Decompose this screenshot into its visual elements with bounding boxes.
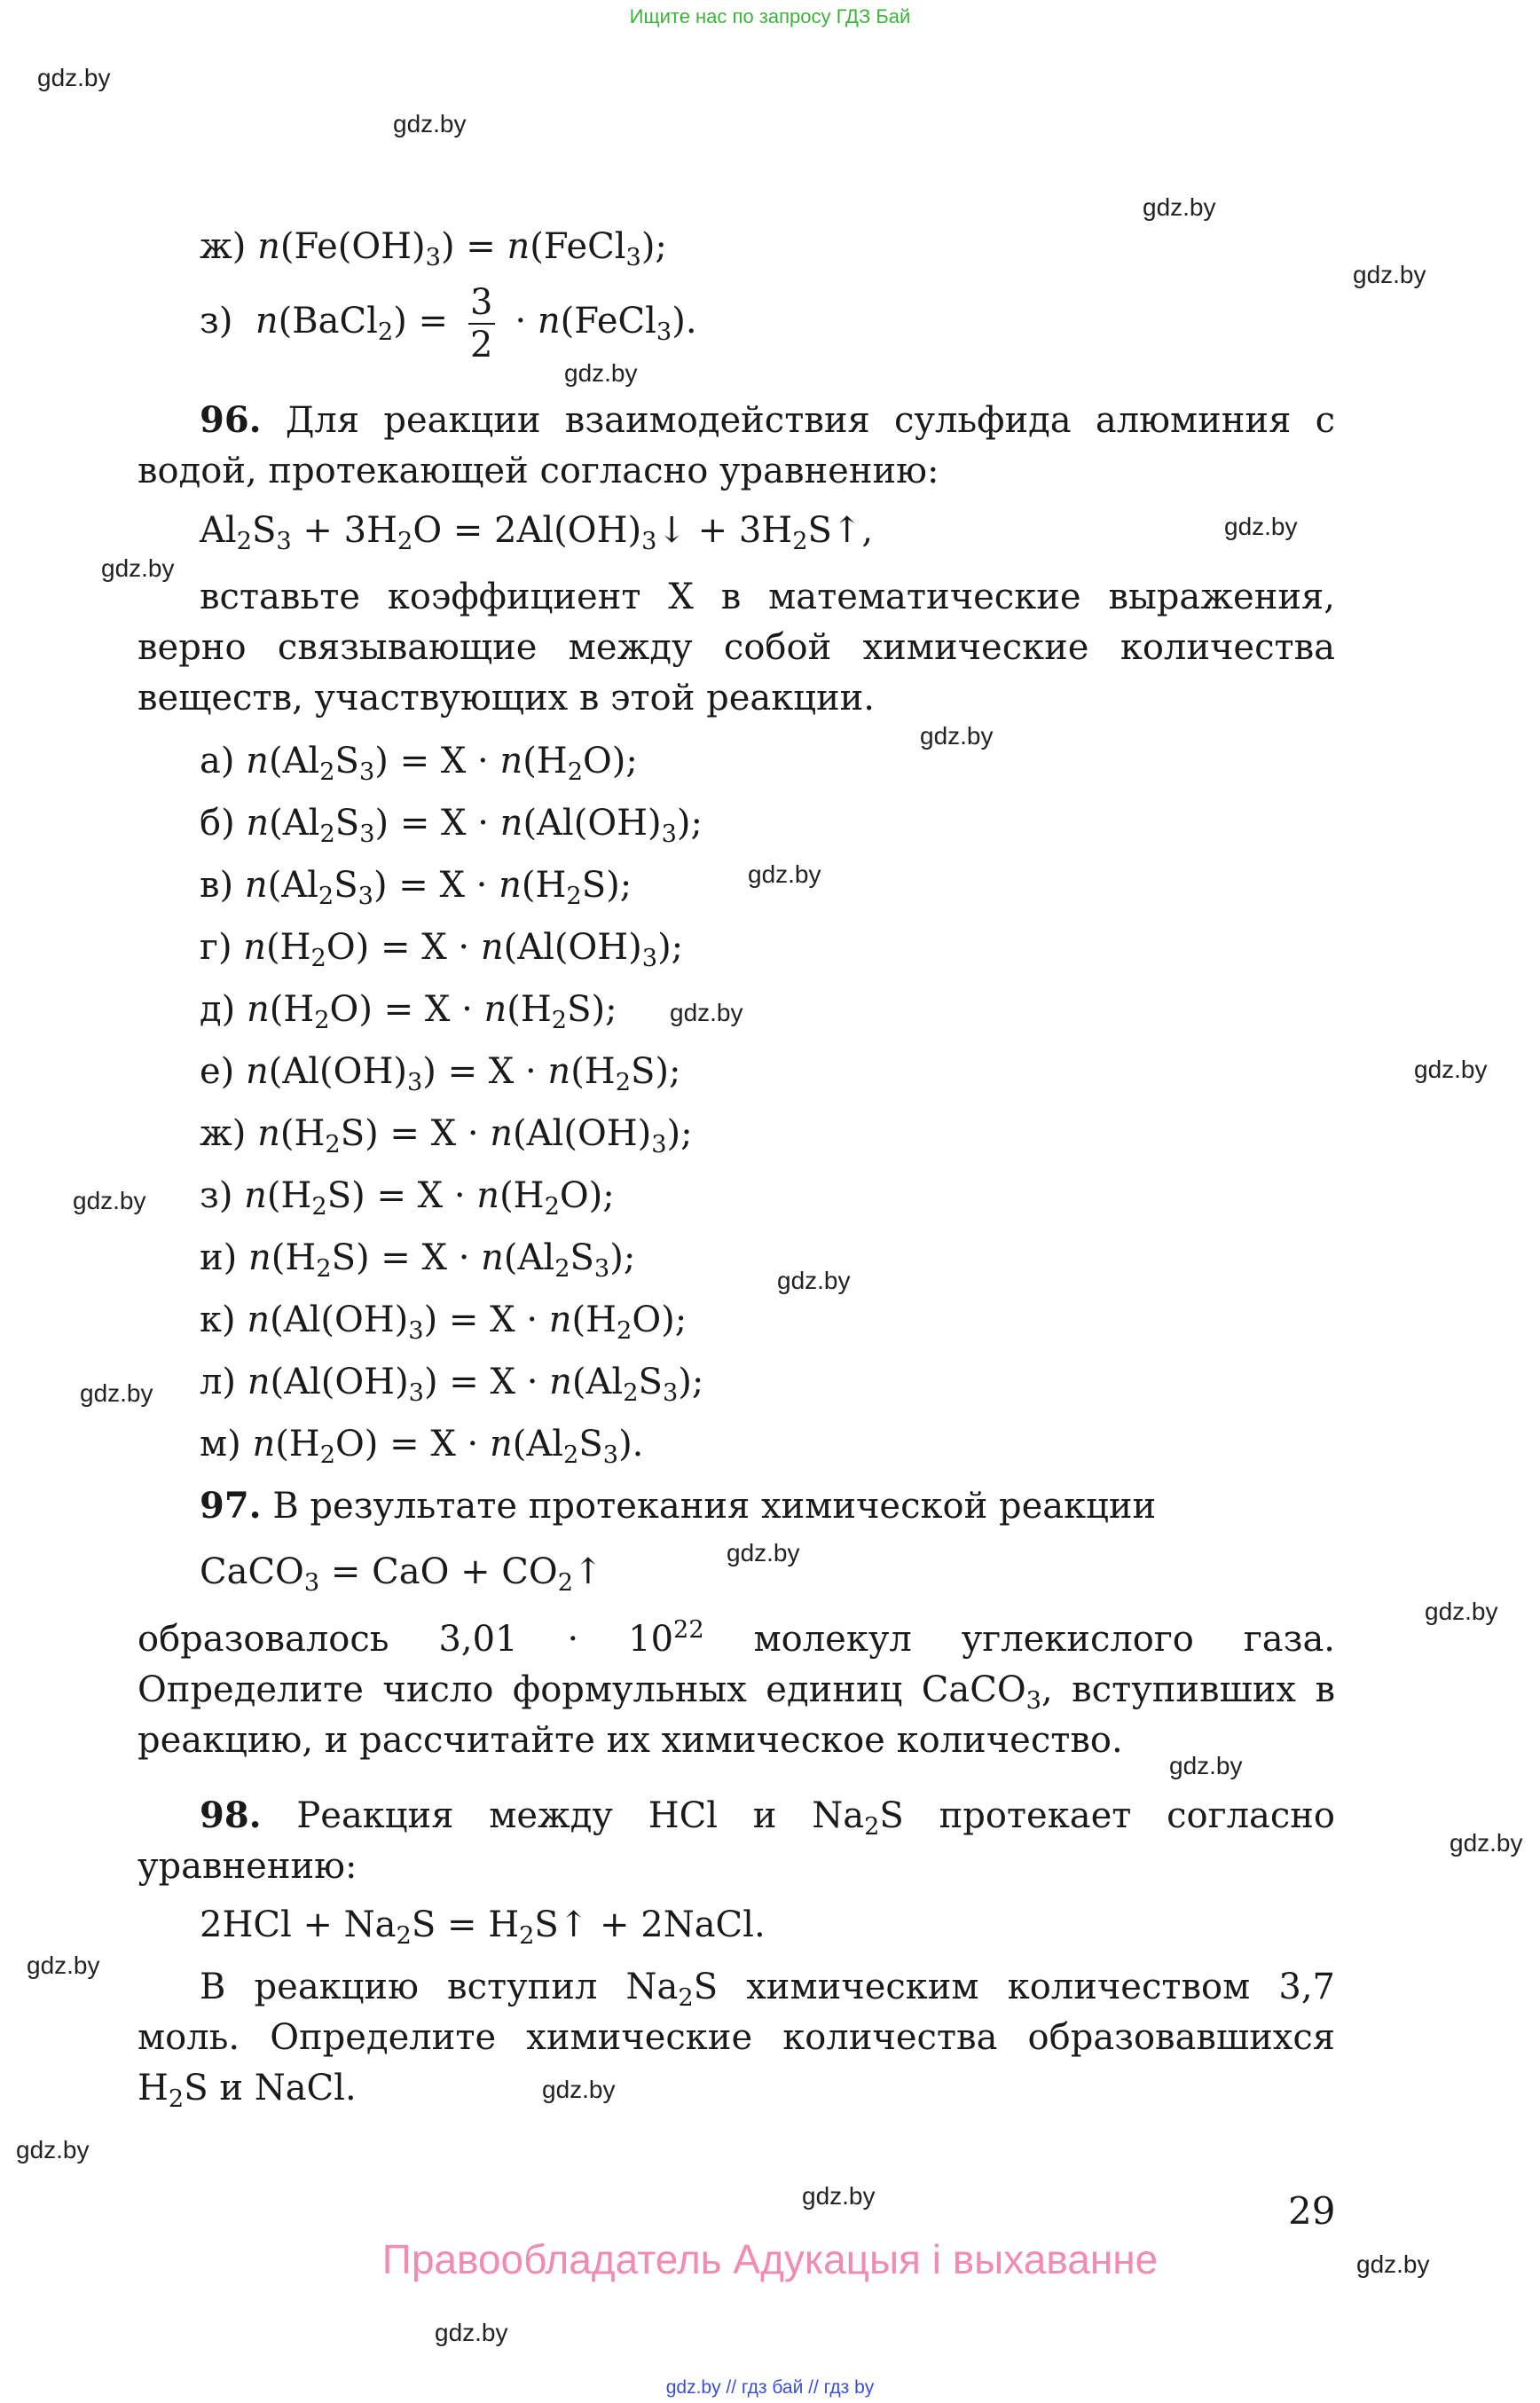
item-expr: $n(H_2O) = X \cdot n(Al(OH)_3)$; <box>243 927 684 973</box>
item-label: а) <box>200 741 235 781</box>
item-m <box>200 1424 644 1470</box>
item-label: з) <box>200 1175 233 1216</box>
watermark: gdz.by <box>1425 1598 1498 1625</box>
fraction-denominator: 2 <box>470 325 493 365</box>
top-banner[interactable]: Ищите нас по запросу ГДЗ Бай <box>629 5 911 27</box>
fraction-numerator: 3 <box>470 282 493 323</box>
item-label: и) <box>200 1237 238 1278</box>
item-expr: $n(H_2S) = X \cdot n(Al(OH)_3)$; <box>257 1113 693 1159</box>
item-expr-right: · n(FeCl$_3$). <box>515 301 697 347</box>
item-expr: $n(Al(OH)_3) = X \cdot n(H_2S)$; <box>246 1051 681 1097</box>
item-expr: $n(H_2S) = X \cdot n(Al_2S_3)$; <box>248 1237 636 1284</box>
item-label: к) <box>200 1300 236 1340</box>
watermark: gdz.by <box>920 722 994 750</box>
watermark: gdz.by <box>73 1187 146 1214</box>
watermark: gdz.by <box>80 1379 153 1407</box>
item-zh-prev <box>200 226 667 272</box>
item-label: з) <box>200 301 233 342</box>
item-label: м) <box>200 1424 241 1465</box>
watermark: gdz.by <box>16 2136 90 2163</box>
page-number: 29 <box>1288 2189 1336 2233</box>
watermark: gdz.by <box>542 2076 616 2103</box>
item-l <box>200 1362 704 1408</box>
item-z-prev <box>200 282 697 365</box>
item-v <box>200 865 632 911</box>
task-text: В результате протекания химической реакции <box>272 1486 1157 1527</box>
item-k <box>200 1300 688 1346</box>
watermark: gdz.by <box>1356 2250 1430 2278</box>
watermark: gdz.by <box>1353 261 1426 288</box>
item-expr: $n(Al_2S_3) = X \cdot n(Al(OH)_3)$; <box>246 803 703 849</box>
task-98-text: В реакцию вступил $Na_2S$ химическим количеством 3,7 моль. Определите химические количества образовавшихся $H_2S$ и NaCl. <box>138 1967 1335 2114</box>
item-label: ж) <box>200 226 247 267</box>
watermark: gdz.by <box>670 999 743 1026</box>
watermark: gdz.by <box>802 2182 876 2210</box>
item-expr: $n(Al(OH)_3) = X \cdot n(Al_2S_3)$; <box>247 1362 704 1408</box>
watermark: gdz.by <box>1414 1056 1488 1083</box>
task-number: 97. <box>200 1485 262 1527</box>
item-expr: $n(H_2O) = X \cdot n(Al_2S_3)$. <box>252 1424 644 1470</box>
item-label: д) <box>200 989 236 1030</box>
item-expr: $n(Al(OH)_3) = X \cdot n(H_2O)$; <box>247 1300 688 1346</box>
task-97-equation: CaCO$_3$ = CaO + $CO_2↑$ <box>200 1551 603 1598</box>
item-i <box>200 1237 636 1284</box>
watermark: gdz.by <box>101 554 175 582</box>
watermark: gdz.by <box>27 1951 100 1979</box>
item-expr: $n(H_2S) = X \cdot n(H_2O)$; <box>244 1175 615 1221</box>
watermark: gdz.by <box>1450 1829 1523 1857</box>
task-96-intro <box>138 395 1335 497</box>
item-zh <box>200 1113 693 1159</box>
task-98-equation: $2HCl + Na_2S$ = $H_2S↑$ + 2NaCl. <box>200 1904 766 1951</box>
watermark: gdz.by <box>37 64 111 91</box>
item-label: в) <box>200 865 234 906</box>
item-g <box>200 927 684 973</box>
item-label: е) <box>200 1051 235 1092</box>
watermark: gdz.by <box>727 1539 800 1567</box>
copyright-notice: Правообладатель Адукацыя і выхаванне <box>381 2236 1159 2282</box>
item-expr: $n(H_2O) = X \cdot n(H_2S)$; <box>246 989 617 1035</box>
item-b <box>200 803 703 849</box>
task-97-text: образовалось $3,01 \cdot 10^{22}$ молекул углекислого газа. Определите число формульных единиц CaCO$_3$, вступивших в реакцию, и рассчитайте их химическое количество. <box>138 1616 1336 1761</box>
item-d <box>200 989 617 1035</box>
bottom-links[interactable]: gdz.by // гдз бай // гдз by <box>665 2377 875 2398</box>
watermark: gdz.by <box>1169 1752 1243 1779</box>
task-number: 98. <box>200 1794 262 1836</box>
task-96-equation: $Al_2S_3 + 3H_2O$ = $2Al(OH)_3↓$ + $3H_2S↑$, <box>200 510 874 556</box>
item-z <box>200 1175 615 1221</box>
item-expr: $n(Al_2S_3) = X \cdot n(H_2O)$; <box>246 741 638 787</box>
watermark: gdz.by <box>1143 193 1216 221</box>
watermark: gdz.by <box>393 110 467 137</box>
task-98-intro <box>138 1790 1335 1892</box>
task-text: Реакция между HCl и $Na_2S$ протекает согласно уравнению: <box>138 1795 1335 1887</box>
watermark: gdz.by <box>748 860 821 888</box>
task-96-text <box>138 572 1335 724</box>
item-expr-left: n(BaCl$_2$) = <box>255 301 449 347</box>
task-97-intro <box>200 1485 1157 1527</box>
watermark: gdz.by <box>564 359 638 387</box>
fraction <box>468 282 495 365</box>
watermark: gdz.by <box>1224 513 1298 540</box>
task-text: Для реакции взаимодействия сульфида алюминия с водой, протекающей согласно уравнению: <box>138 400 1336 491</box>
item-label: л) <box>200 1362 237 1402</box>
item-e <box>200 1051 681 1097</box>
task-text: вставьте коэффициент X в математические выражения, верно связывающие между собой химические количества веществ, участвующих в этой реакции. <box>138 577 1335 719</box>
item-label: г) <box>200 927 232 968</box>
task-number: 96. <box>200 399 262 441</box>
item-expr: $n(Fe(OH)_3)$ = n(FeCl$_3$); <box>257 226 667 272</box>
item-label: ж) <box>200 1113 247 1154</box>
item-expr: $n(Al_2S_3) = X \cdot n(H_2S)$; <box>244 865 632 911</box>
item-label: б) <box>200 803 235 844</box>
watermark: gdz.by <box>435 2319 508 2346</box>
item-a <box>200 741 638 787</box>
watermark: gdz.by <box>777 1267 851 1294</box>
